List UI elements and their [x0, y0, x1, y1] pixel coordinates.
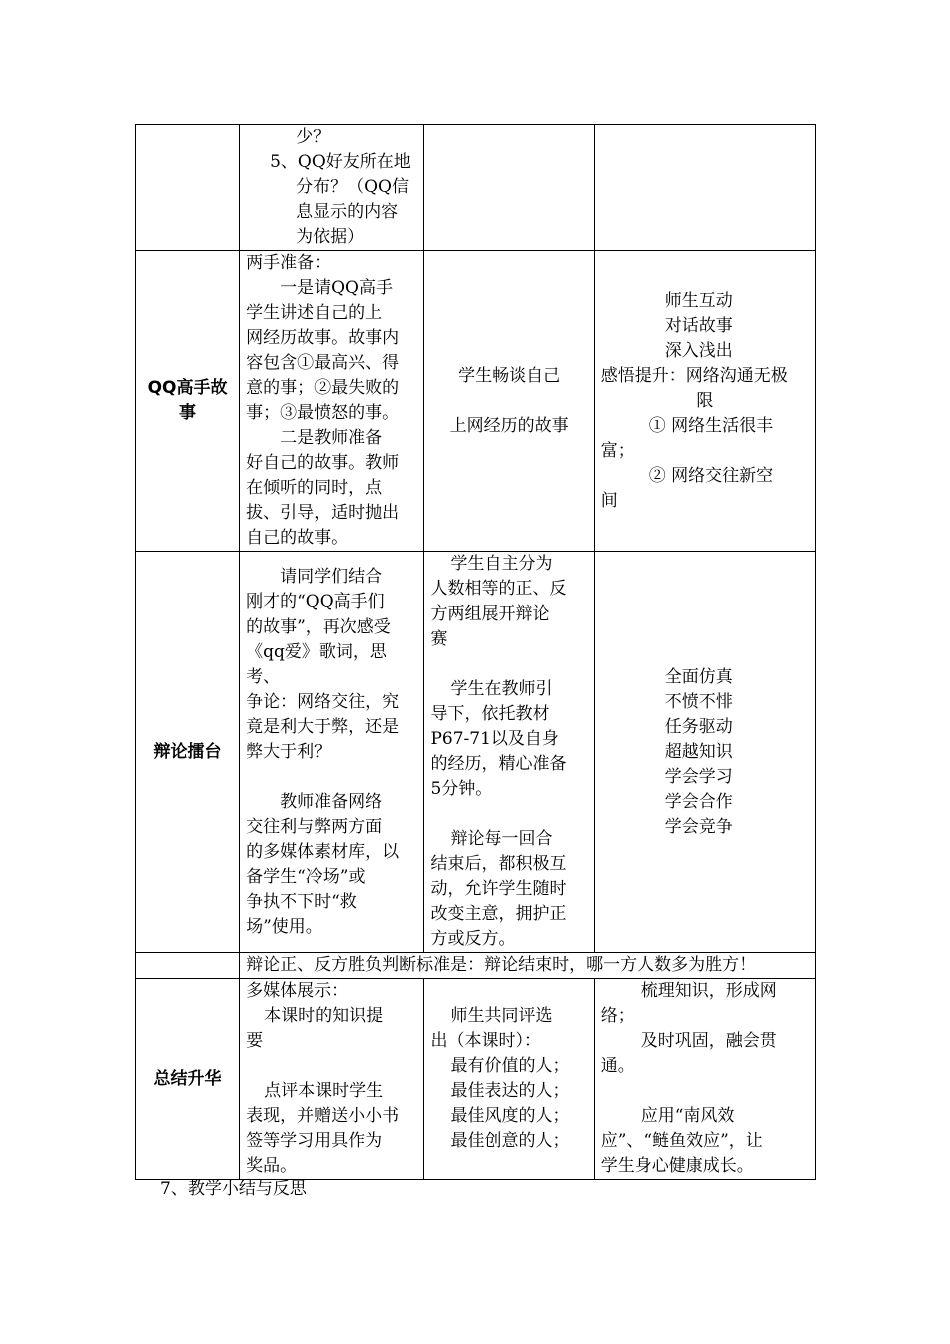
text-line: 辩论每一回合	[450, 829, 553, 849]
text-line: 师生共同评选	[450, 1006, 553, 1026]
row-label-cell	[136, 125, 240, 251]
text-line: 最佳风度的人；	[450, 1106, 570, 1126]
text-line: 超越知识	[664, 741, 733, 762]
table-row	[136, 552, 816, 953]
text-line: P67-71以及自身	[430, 729, 559, 749]
table-row	[136, 125, 816, 251]
text-line: 感悟提升：网络沟通无极	[600, 365, 788, 386]
text-line: 最佳创意的人；	[450, 1131, 570, 1151]
table-row	[136, 979, 816, 1180]
text-line: 方或反方。	[430, 929, 516, 949]
text-line: 方两组展开辩论	[430, 604, 550, 624]
text-line: 《qq爱》歌词，思考、	[246, 641, 387, 687]
text-line: 意的事；②最失败的	[246, 378, 400, 398]
content-cell	[240, 251, 424, 552]
text-line: 争论：网络交往，究	[246, 691, 400, 712]
row-label-cell	[136, 552, 240, 953]
lesson-plan-table	[135, 124, 816, 1180]
text-line: 息显示的内容	[296, 202, 399, 222]
text-line: 竟是利大于弊，还是	[246, 716, 400, 737]
text-line: 容包含①最高兴、得	[246, 353, 400, 373]
text-line: 结束后，都积极互	[430, 854, 567, 874]
text-line: 5、QQ好友所在地	[270, 152, 411, 172]
text-line: 应用“南风效	[640, 1106, 735, 1126]
text-line: 不愤不悱	[664, 691, 733, 712]
text-line: 点评本课时学生	[264, 1081, 384, 1101]
text-line: 场”使用。	[246, 916, 323, 937]
text-line: 5分钟。	[430, 779, 493, 799]
text-line: 全面仿真	[664, 666, 733, 687]
text-line: 交往利与弊两方面	[246, 816, 383, 837]
student-activity-cell	[424, 125, 594, 251]
text-line: 学生在教师引	[450, 679, 553, 699]
text-line: 的故事”，再次感受	[246, 616, 391, 637]
text-line: 学生畅谈自己	[458, 365, 561, 386]
text-line: 为依据）	[296, 227, 365, 247]
row-label: QQ高手故事	[147, 378, 228, 423]
text-line: 对话故事	[664, 315, 733, 336]
student-activity-cell	[424, 251, 594, 552]
text-line: 学生自主分为	[450, 554, 553, 574]
student-activity-cell	[424, 552, 594, 953]
text-line: 及时巩固，融会贯	[640, 1031, 777, 1051]
text-line: 最佳表达的人；	[450, 1081, 570, 1101]
table-row	[136, 251, 816, 552]
criteria-cell	[240, 953, 816, 979]
text-line: 一是请QQ高手	[280, 278, 393, 298]
text-line: 自己的故事。	[246, 528, 349, 548]
text-line: 学会竞争	[664, 816, 733, 837]
text-line: 络；	[600, 1006, 635, 1026]
debate-criteria-text: 辩论正、反方胜负判断标准是：辩论结束时，哪一方人数多为胜方！	[246, 955, 757, 975]
text-line: 弊大于利？	[246, 741, 332, 762]
text-line: 限	[696, 390, 714, 411]
table-row	[136, 953, 816, 979]
text-line: 人数相等的正、反	[430, 579, 567, 599]
text-line: 学会学习	[664, 766, 733, 787]
row-label: 辩论擂台	[153, 741, 222, 762]
text-line: 动，允许学生随时	[430, 879, 567, 899]
text-line: 改变主意，拥护正	[430, 904, 567, 924]
text-line: 最有价值的人；	[450, 1056, 570, 1076]
row-label: 总结升华	[153, 1068, 222, 1089]
text-line: 事；③最愤怒的事。	[246, 403, 400, 423]
text-line: 拔、引导，适时抛出	[246, 503, 400, 523]
text-line: 本课时的知识提	[264, 1006, 384, 1026]
text-line: 网经历故事。故事内	[246, 328, 400, 348]
design-intent-cell	[594, 979, 815, 1180]
text-line: 二是教师准备	[280, 428, 383, 448]
text-line: 少？	[296, 127, 331, 147]
row-label-cell	[136, 979, 240, 1180]
text-line: 赛	[430, 629, 448, 649]
text-line: 奖品。	[246, 1156, 298, 1176]
text-line: 的多媒体素材库，以	[246, 841, 400, 862]
text-line: 学会合作	[664, 791, 733, 812]
text-line: 师生互动	[664, 290, 733, 311]
row-label-cell	[136, 251, 240, 552]
text-line: 刚才的“QQ高手们	[246, 591, 385, 612]
text-line: 要	[246, 1031, 264, 1051]
text-line: 多媒体展示：	[246, 981, 349, 1001]
text-line: 应”、“鲢鱼效应”，让	[600, 1131, 763, 1151]
design-intent-cell	[594, 125, 815, 251]
text-line: 在倾听的同时，点	[246, 478, 383, 498]
text-line: 学生讲述自己的上	[246, 303, 383, 323]
text-line: 出（本课时）：	[430, 1031, 541, 1051]
text-line: ① 网络生活很丰	[648, 415, 774, 436]
text-line: 请同学们结合	[280, 566, 383, 587]
text-line: 两手准备：	[246, 253, 332, 273]
text-line: 任务驱动	[664, 716, 733, 737]
content-cell	[240, 979, 424, 1180]
text-line: 学生身心健康成长。	[600, 1156, 754, 1176]
text-line: 的经历，精心准备	[430, 754, 567, 774]
text-line: 富；	[600, 440, 635, 461]
text-line: 好自己的故事。教师	[246, 453, 400, 473]
text-line: 间	[600, 490, 618, 511]
student-activity-cell	[424, 979, 594, 1180]
text-line: 教师准备网络	[280, 791, 383, 812]
text-line: 梳理知识，形成网	[640, 981, 777, 1001]
text-line: 分布？（QQ信	[296, 177, 409, 197]
text-line: 导下，依托教材	[430, 704, 550, 724]
section-heading: 7、教学小结与反思	[160, 1179, 307, 1199]
design-intent-cell	[594, 251, 815, 552]
text-line: ② 网络交往新空	[648, 465, 774, 486]
content-cell	[240, 552, 424, 953]
row-label-cell	[136, 953, 240, 979]
content-cell	[240, 125, 424, 251]
text-line: 上网经历的故事	[449, 415, 569, 436]
design-intent-cell	[594, 552, 815, 953]
text-line: 表现，并赠送小小书	[246, 1106, 400, 1126]
text-line: 争执不下时“救	[246, 891, 357, 912]
text-line: 深入浅出	[664, 340, 733, 361]
text-line: 备学生“冷场”或	[246, 866, 366, 887]
text-line: 通。	[600, 1056, 635, 1076]
text-line: 签等学习用具作为	[246, 1131, 383, 1151]
